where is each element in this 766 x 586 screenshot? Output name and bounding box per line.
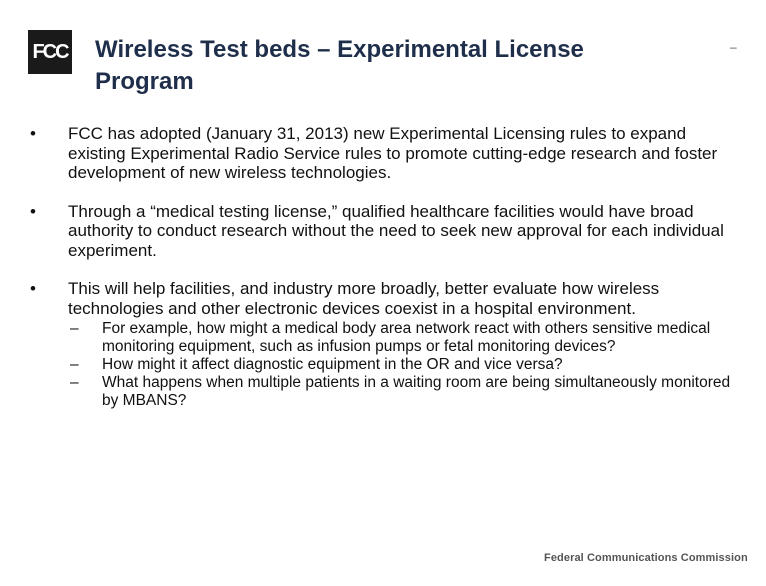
bullet-marker: • — [30, 124, 36, 143]
sub-bullet-item — [70, 356, 735, 374]
fcc-logo — [28, 30, 72, 74]
sub-bullet-item — [70, 320, 735, 356]
fcc-logo-text: FCC — [32, 40, 68, 63]
bullet-item — [30, 279, 735, 318]
sub-bullet-list — [30, 320, 735, 410]
sub-bullet-text: For example, how might a medical body area network react with others sensitive medical monitoring equipment, such as infusion pumps or fetal monitoring devices? — [102, 320, 711, 355]
sub-bullet-text: What happens when multiple patients in a waiting room are being simultaneously monitored by MBANS? — [102, 374, 731, 409]
corner-dash: – — [730, 40, 737, 54]
sub-bullet-marker: – — [70, 374, 79, 391]
bullet-item — [30, 124, 735, 183]
slide-title-line-1: Wireless Test beds – Experimental License — [95, 36, 584, 63]
bullet-text: Through a “medical testing license,” qualified healthcare facilities would have broad authority to conduct research without the need to seek new approval for each individual experiment. — [68, 201, 724, 260]
sub-bullet-marker: – — [70, 356, 79, 373]
bullet-marker: • — [30, 201, 36, 221]
bullet-item — [30, 202, 735, 261]
bullet-marker: • — [30, 279, 36, 298]
sub-bullet-text: How might it affect diagnostic equipment in the OR and vice versa? — [102, 356, 563, 373]
bullet-text: FCC has adopted (January 31, 2013) new Experimental Licensing rules to expand existing Experimental Radio Service rules to promote cutting-edge research and foster development of new wireless technologies. — [68, 124, 718, 182]
bullet-text: This will help facilities, and industry more broadly, better evaluate how wireless technologies and other electronic devices coexist in a hospital environment. — [68, 279, 660, 318]
sub-bullet-item — [70, 374, 735, 410]
slide-title — [95, 34, 695, 98]
footer-agency-name: Federal Communications Commission — [544, 552, 748, 564]
slide-body — [30, 124, 735, 410]
sub-bullet-marker: – — [70, 320, 79, 337]
slide-title-line-2: Program — [95, 68, 194, 95]
